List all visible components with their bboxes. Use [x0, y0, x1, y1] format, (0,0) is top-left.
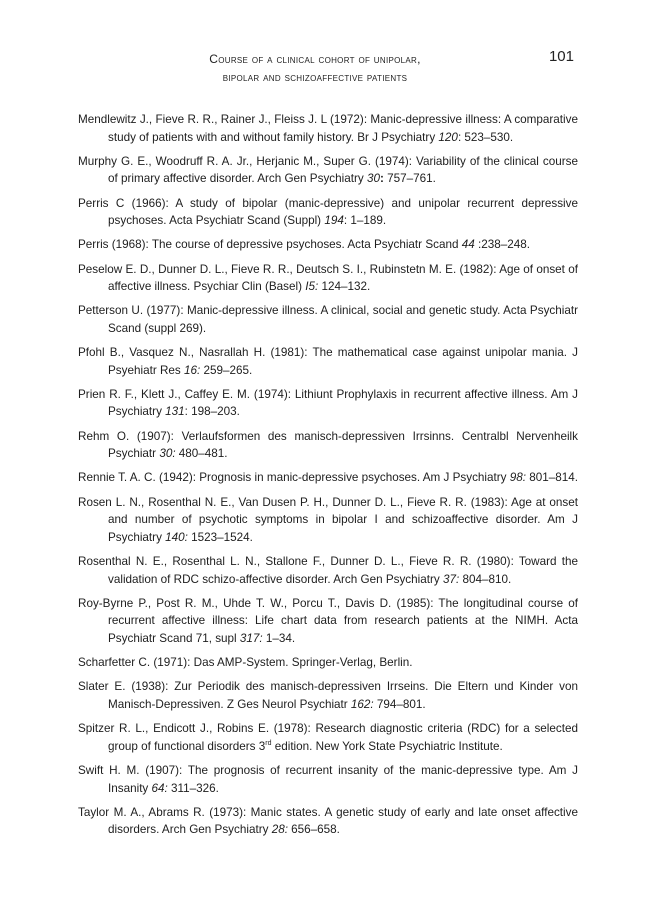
- reference-volume: 30:: [159, 447, 176, 461]
- reference-entry: [78, 195, 578, 230]
- reference-volume: 28:: [271, 823, 288, 837]
- running-head-line-1: Course of a clinical cohort of unipolar,: [209, 52, 421, 66]
- reference-text: Rennie T. A. C. (1942): Prognosis in manic-depressive psychoses. Am J Psychiatry: [78, 471, 510, 485]
- reference-text: Perris C (1966): A study of bipolar (manic-depressive) and unipolar recurrent depressive psychoses. Acta Psychiatr Scand (Suppl): [78, 196, 578, 228]
- reference-text: Rosen L. N., Rosenthal N. E., Van Dusen P. H., Dunner D. L., Fieve R. R. (1983): Age at onset and number of psychotic symptoms in bipolar I and schizoaffective disorder. Am J Psychiatry: [78, 495, 578, 544]
- reference-volume: 140:: [165, 530, 188, 544]
- reference-volume: 16:: [184, 363, 201, 377]
- reference-pages: 1–34.: [262, 631, 296, 645]
- reference-pages: 804–810.: [459, 572, 512, 586]
- reference-entry: [78, 344, 578, 379]
- reference-entry: [78, 654, 578, 672]
- reference-pages: 311–326.: [167, 781, 219, 795]
- reference-text: Roy-Byrne P., Post R. M., Uhde T. W., Porcu T., Davis D. (1985): The longitudinal course of recurrent affective illness: Life chart data from research patients at the NIMH. Acta Psychiatr Scand 71, supl: [78, 596, 578, 645]
- reference-volume: 194: [324, 214, 344, 228]
- reference-volume: 317:: [239, 631, 263, 645]
- reference-pages: 1523–1524.: [187, 530, 253, 544]
- reference-text: Perris (1968): The course of depressive psychoses. Acta Psychiatr Scand: [78, 238, 462, 252]
- reference-text: Spitzer R. L., Endicott J., Robins E. (1978): Research diagnostic criteria (RDC) for a selected group of functional disorders 3: [78, 722, 578, 753]
- reference-colon: :: [379, 172, 384, 186]
- reference-superscript: rd: [265, 739, 272, 747]
- reference-text: Petterson U. (1977): Manic-depressive illness. A clinical, social and genetic study. Acta Psychiatr Scand (suppl 269).: [78, 304, 578, 335]
- reference-pages: edition. New York State Psychiatric Institute.: [271, 739, 503, 753]
- running-head-line-2: bipolar and schizoaffective patients: [222, 70, 408, 84]
- reference-pages: 656–658.: [287, 823, 340, 837]
- reference-entry: [78, 553, 578, 588]
- running-head: [140, 50, 490, 86]
- reference-pages: :238–248.: [474, 238, 530, 252]
- reference-volume: 64:: [151, 781, 168, 795]
- reference-entry: [78, 469, 578, 487]
- reference-text: Peselow E. D., Dunner D. L., Fieve R. R., Deutsch S. I., Rubinstetn M. E. (1982): Age of onset of affective illness. Psychiar Clin (Basel): [78, 262, 578, 294]
- reference-text: Prien R. F., Klett J., Caffey E. M. (1974): Lithiunt Prophylaxis in recurrent affective illness. Am J Psychiatry: [78, 387, 578, 419]
- reference-pages: 124–132.: [318, 280, 371, 294]
- reference-pages: : 523–530.: [457, 130, 514, 144]
- reference-text: Taylor M. A., Abrams R. (1973): Manic states. A genetic study of early and late onset affective disorders. Arch Gen Psychiatry: [78, 805, 578, 837]
- reference-entry: [78, 302, 578, 337]
- reference-entry: [78, 720, 578, 755]
- reference-text: Murphy G. E., Woodruff R. A. Jr., Herjanic M., Super G. (1974): Variability of the clinical course of primary affective disorder. Arch Gen Psychiatry: [78, 154, 578, 186]
- reference-entry: [78, 111, 578, 146]
- reference-text: Rehm O. (1907): Verlaufsformen des manisch-depressiven Irrsinns. Centralbl Nervenheilk Psychiatr: [78, 429, 578, 461]
- reference-pages: 480–481.: [175, 447, 228, 461]
- reference-volume: 120: [438, 130, 458, 144]
- reference-pages: 794–801.: [373, 697, 426, 711]
- page-number: 101: [548, 48, 574, 65]
- reference-text: Swift H. M. (1907): The prognosis of recurrent insanity of the manic-depressive type. Am J Insanity: [78, 763, 578, 795]
- reference-volume: 162:: [350, 697, 374, 711]
- reference-entry: [78, 762, 578, 797]
- reference-entry: [78, 386, 578, 421]
- reference-entry: [78, 261, 578, 296]
- reference-volume: 98:: [509, 471, 527, 485]
- reference-entry: [78, 153, 578, 188]
- reference-text: Slater E. (1938): Zur Periodik des manisch-depressiven Irrseins. Die Eltern und Kinder von Manisch-Depressiven. Z Ges Neurol Psychiatr: [78, 680, 578, 711]
- reference-volume: 44: [461, 238, 475, 252]
- reference-entry: [78, 804, 578, 839]
- reference-text: Mendlewitz J., Fieve R. R., Rainer J., Fleiss J. L (1972): Manic-depressive illness: A comparative study of patients with and without family history. Br J Psychiatry: [78, 113, 578, 144]
- reference-entry: [78, 494, 578, 547]
- reference-volume: 37:: [442, 572, 460, 586]
- reference-text: Rosenthal N. E., Rosenthal L. N., Stallone F., Dunner D. L., Fieve R. R. (1980): Toward the validation of RDC schizo-affective disorder. Arch Gen Psychiatry: [78, 555, 578, 586]
- reference-pages: 259–265.: [200, 363, 253, 377]
- reference-entry: [78, 428, 578, 463]
- reference-text: Scharfetter C. (1971): Das AMP-System. Springer-Verlag, Berlin.: [78, 656, 413, 670]
- reference-text: Pfohl B., Vasquez N., Nasrallah H. (1981): The mathematical case against unipolar mania. J Psyehiatr Res: [78, 346, 578, 377]
- reference-entry: [78, 236, 578, 254]
- reference-list: [78, 111, 578, 845]
- reference-pages: : 1–189.: [343, 214, 387, 228]
- reference-pages: 801–814.: [526, 471, 579, 485]
- reference-volume: I5:: [305, 280, 319, 294]
- reference-entry: [78, 678, 578, 713]
- reference-entry: [78, 595, 578, 648]
- reference-pages: : 198–203.: [184, 405, 240, 419]
- reference-volume: 131: [165, 405, 185, 419]
- reference-volume: 30: [366, 172, 380, 186]
- reference-pages: 757–761.: [383, 172, 436, 186]
